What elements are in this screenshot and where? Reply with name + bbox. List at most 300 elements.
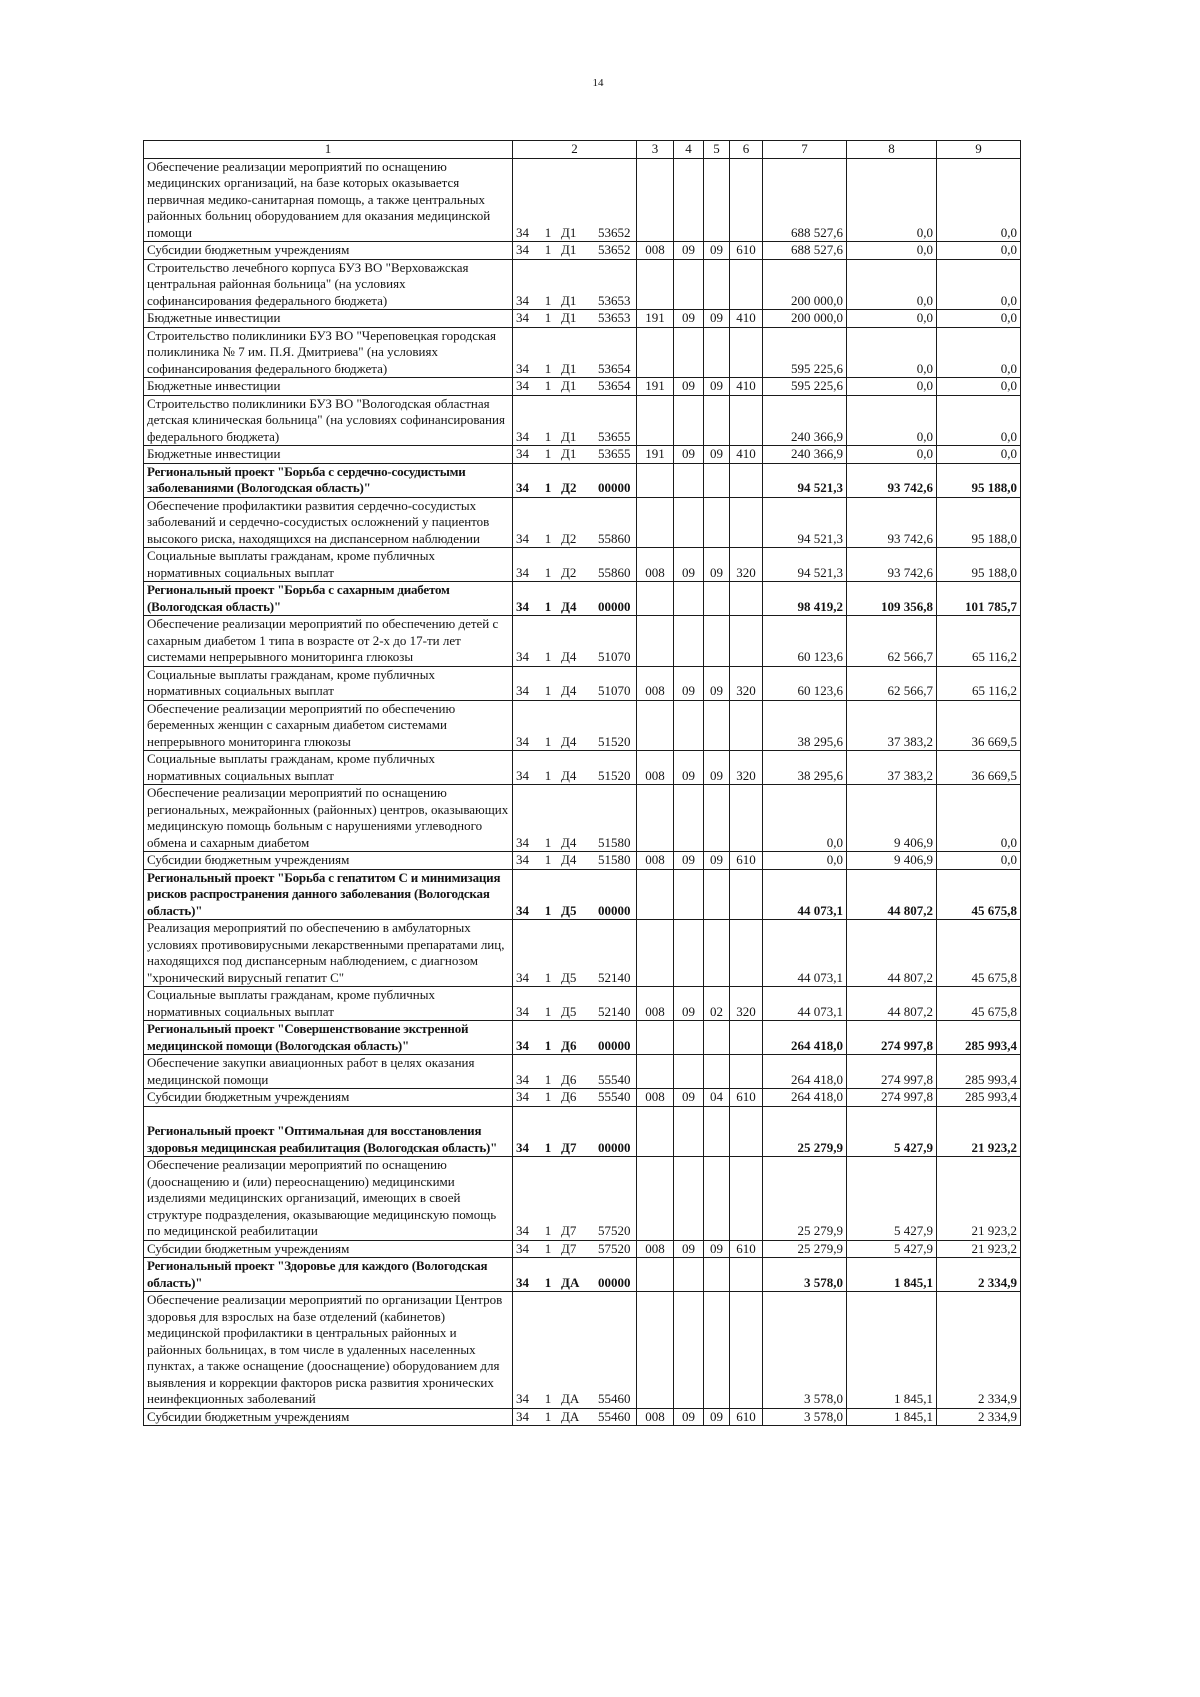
row-code-cell (513, 1157, 637, 1241)
row-code (516, 361, 633, 378)
col9-value-cell: 0,0 (937, 852, 1021, 870)
table-row (144, 1106, 1021, 1157)
code-part: ДА (561, 1391, 580, 1406)
col7-value-cell: 0,0 (763, 852, 847, 870)
col9-value-cell: 45 675,8 (937, 920, 1021, 987)
row-code (516, 565, 633, 582)
code-part: Д1 (561, 292, 577, 308)
col6-cell: 320 (730, 987, 763, 1021)
code-part: 1 (544, 1071, 552, 1087)
col5-cell (704, 327, 730, 378)
col3-cell (637, 869, 674, 920)
col5-cell: 09 (704, 242, 730, 260)
col3-cell (637, 395, 674, 446)
row-code-cell (513, 548, 637, 582)
row-code-cell (513, 582, 637, 616)
col7-value-cell: 0,0 (763, 785, 847, 852)
col6-cell (730, 785, 763, 852)
table-row (144, 751, 1021, 785)
row-code-cell (513, 497, 637, 548)
code-part: 1 (544, 733, 552, 749)
col3-cell (637, 158, 674, 242)
col5-cell (704, 158, 730, 242)
col4-cell (674, 785, 704, 852)
col7-value-cell: 3 578,0 (763, 1258, 847, 1292)
col4-cell (674, 1292, 704, 1409)
code-part: 34 (516, 649, 529, 664)
row-code (516, 734, 633, 751)
col8-value-cell: 0,0 (847, 395, 937, 446)
code-part: 34 (516, 902, 529, 918)
code-part: Д6 (561, 1037, 577, 1053)
row-name-cell: Обеспечение реализации мероприятий по оснащению (дооснащению и (или) переоснащению) медицинскими изделиями медицинских организаций, имеющих в своей структуре подразделения, оказывающие медицинскую помощь по медицинской реабилитации (144, 1157, 513, 1241)
code-part: 1 (544, 598, 552, 614)
code-part: 34 (516, 1003, 529, 1019)
col6-cell (730, 1292, 763, 1409)
col8-value-cell: 274 997,8 (847, 1055, 937, 1089)
col3-cell (637, 497, 674, 548)
table-row (144, 785, 1021, 852)
row-name-cell: Обеспечение реализации мероприятий по организации Центров здоровья для взрослых на базе отделений (кабинетов) медицинской профилактики в центральных районных и районных больницах, в том числе в удаленных населенных пунктах, а также оснащение (дооснащение) оборудованием для выявления и коррекции факторов риска развития хронических неинфекционных заболеваний (144, 1292, 513, 1409)
col9-value-cell: 0,0 (937, 310, 1021, 328)
col3-cell: 008 (637, 666, 674, 700)
col8-value-cell: 93 742,6 (847, 497, 937, 548)
col9-value-cell: 0,0 (937, 785, 1021, 852)
code-part: Д7 (561, 1240, 577, 1256)
row-name-cell: Субсидии бюджетным учреждениям (144, 242, 513, 260)
col8-value-cell: 1 845,1 (847, 1258, 937, 1292)
code-part: Д4 (561, 649, 577, 664)
code-part: 1 (544, 834, 552, 850)
col5-cell (704, 463, 730, 497)
code-part: 1 (544, 360, 552, 376)
row-name-cell: Строительство поликлиники БУЗ ВО "Череповецкая городская поликлиника № 7 им. П.Я. Дмитриева" (на условиях софинансирования федерального бюджета) (144, 327, 513, 378)
code-part: 34 (516, 1139, 529, 1155)
code-part: 1 (544, 530, 552, 546)
col9-value-cell: 285 993,4 (937, 1089, 1021, 1107)
col4-cell (674, 700, 704, 751)
col6-cell: 610 (730, 852, 763, 870)
col7-value-cell: 44 073,1 (763, 987, 847, 1021)
col5-cell: 02 (704, 987, 730, 1021)
col3-cell (637, 259, 674, 310)
code-part: 1 (544, 1139, 552, 1155)
col5-cell (704, 1106, 730, 1157)
code-part: 1 (544, 969, 552, 985)
row-name-cell: Обеспечение реализации мероприятий по оснащению региональных, межрайонных (районных) центров, оказывающих медицинскую помощь больным с нарушениями углеводного обмена и сахарным диабетом (144, 785, 513, 852)
col3-cell (637, 327, 674, 378)
col4-cell: 09 (674, 666, 704, 700)
code-part: 1 (544, 1089, 552, 1104)
col5-cell (704, 259, 730, 310)
col7-value-cell: 60 123,6 (763, 666, 847, 700)
row-code (516, 225, 633, 242)
table-row (144, 548, 1021, 582)
row-name-cell: Региональный проект "Здоровье для каждого (Вологодская область)" (144, 1258, 513, 1292)
code-part: 53653 (598, 292, 631, 308)
row-code (516, 429, 633, 446)
col5-cell (704, 869, 730, 920)
header-row (144, 141, 1021, 159)
col6-cell (730, 395, 763, 446)
col9-value-cell: 21 923,2 (937, 1106, 1021, 1157)
col5-cell: 09 (704, 751, 730, 785)
code-part: 00000 (598, 480, 631, 495)
row-code-cell (513, 310, 637, 328)
col8-value-cell: 44 807,2 (847, 987, 937, 1021)
header-cell-9: 9 (937, 141, 1021, 159)
table-row (144, 869, 1021, 920)
row-code (516, 310, 633, 327)
col9-value-cell: 95 188,0 (937, 463, 1021, 497)
col3-cell: 008 (637, 852, 674, 870)
col9-value-cell: 0,0 (937, 259, 1021, 310)
row-code (516, 768, 633, 785)
code-part: 00000 (598, 598, 631, 614)
code-part: Д7 (561, 1223, 577, 1238)
col6-cell (730, 327, 763, 378)
code-part: 51580 (598, 852, 631, 867)
code-part: 53654 (598, 360, 631, 376)
col3-cell (637, 616, 674, 667)
col3-cell: 008 (637, 751, 674, 785)
col4-cell (674, 1106, 704, 1157)
row-code-cell (513, 1408, 637, 1426)
col8-value-cell: 0,0 (847, 242, 937, 260)
row-name-cell: Социальные выплаты гражданам, кроме публичных нормативных социальных выплат (144, 666, 513, 700)
row-name-cell: Социальные выплаты гражданам, кроме публичных нормативных социальных выплат (144, 751, 513, 785)
row-name-cell: Субсидии бюджетным учреждениям (144, 852, 513, 870)
col5-cell (704, 920, 730, 987)
col9-value-cell: 285 993,4 (937, 1021, 1021, 1055)
row-name-cell: Субсидии бюджетным учреждениям (144, 1240, 513, 1258)
code-part: Д4 (561, 733, 577, 749)
col8-value-cell: 37 383,2 (847, 751, 937, 785)
row-code (516, 446, 633, 463)
code-part: 34 (516, 446, 529, 461)
col7-value-cell: 264 418,0 (763, 1089, 847, 1107)
table-row (144, 582, 1021, 616)
row-code-cell (513, 869, 637, 920)
code-part: 1 (544, 480, 552, 495)
col6-cell: 610 (730, 1089, 763, 1107)
col3-cell (637, 1157, 674, 1241)
col8-value-cell: 5 427,9 (847, 1240, 937, 1258)
code-part: 53652 (598, 224, 631, 240)
code-part: 00000 (598, 1274, 631, 1290)
row-code (516, 1004, 633, 1021)
col8-value-cell: 274 997,8 (847, 1089, 937, 1107)
row-code-cell (513, 446, 637, 464)
table-row (144, 1240, 1021, 1258)
col4-cell (674, 920, 704, 987)
code-part: 1 (544, 242, 552, 257)
table-row (144, 987, 1021, 1021)
col8-value-cell: 1 845,1 (847, 1408, 937, 1426)
col5-cell (704, 616, 730, 667)
col9-value-cell: 0,0 (937, 446, 1021, 464)
col9-value-cell: 2 334,9 (937, 1292, 1021, 1409)
code-part: 34 (516, 1089, 529, 1104)
col4-cell (674, 259, 704, 310)
code-part: Д2 (561, 480, 577, 495)
col8-value-cell: 0,0 (847, 158, 937, 242)
col8-value-cell: 44 807,2 (847, 869, 937, 920)
code-part: 34 (516, 480, 529, 495)
col8-value-cell: 0,0 (847, 327, 937, 378)
code-part: 1 (544, 224, 552, 240)
col7-value-cell: 595 225,6 (763, 327, 847, 378)
col7-value-cell: 200 000,0 (763, 310, 847, 328)
col8-value-cell: 37 383,2 (847, 700, 937, 751)
col3-cell (637, 1258, 674, 1292)
col5-cell (704, 1292, 730, 1409)
code-part: Д1 (561, 378, 577, 393)
col9-value-cell: 95 188,0 (937, 548, 1021, 582)
code-part: 34 (516, 834, 529, 850)
col4-cell: 09 (674, 852, 704, 870)
code-part: 53655 (598, 428, 631, 444)
col6-cell: 320 (730, 666, 763, 700)
col7-value-cell: 38 295,6 (763, 751, 847, 785)
col4-cell: 09 (674, 446, 704, 464)
col6-cell: 320 (730, 751, 763, 785)
code-part: Д5 (561, 902, 577, 918)
code-part: 52140 (598, 1003, 631, 1019)
code-part: 34 (516, 1274, 529, 1290)
code-part: 34 (516, 224, 529, 240)
col4-cell (674, 463, 704, 497)
col5-cell: 09 (704, 548, 730, 582)
row-code-cell (513, 158, 637, 242)
col4-cell: 09 (674, 1240, 704, 1258)
header-cell-5: 5 (704, 141, 730, 159)
row-name-cell: Обеспечение профилактики развития сердечно-сосудистых заболеваний и сердечно-сосудистых осложнений у пациентов высокого риска, находящихся на диспансерном наблюдении (144, 497, 513, 548)
col6-cell: 410 (730, 446, 763, 464)
col4-cell (674, 497, 704, 548)
code-part: 34 (516, 733, 529, 749)
row-name-cell: Региональный проект "Борьба с гепатитом С и минимизация рисков распространения данного заболевания (Вологодская область)" (144, 869, 513, 920)
col4-cell (674, 1258, 704, 1292)
row-name-cell: Бюджетные инвестиции (144, 310, 513, 328)
row-code (516, 378, 633, 395)
header-cell-7: 7 (763, 141, 847, 159)
row-code (516, 1241, 633, 1258)
code-part: 1 (544, 683, 552, 698)
code-part: 34 (516, 530, 529, 546)
header-cell-8: 8 (847, 141, 937, 159)
code-part: 51520 (598, 767, 631, 783)
col9-value-cell: 0,0 (937, 395, 1021, 446)
col9-value-cell: 45 675,8 (937, 987, 1021, 1021)
row-code (516, 1089, 633, 1106)
col9-value-cell: 101 785,7 (937, 582, 1021, 616)
col5-cell: 09 (704, 1240, 730, 1258)
col5-cell (704, 582, 730, 616)
col3-cell: 008 (637, 548, 674, 582)
code-part: Д2 (561, 564, 577, 580)
col7-value-cell: 595 225,6 (763, 378, 847, 396)
code-part: 1 (544, 564, 552, 580)
col9-value-cell: 0,0 (937, 327, 1021, 378)
row-code-cell (513, 1055, 637, 1089)
row-name-cell: Социальные выплаты гражданам, кроме публичных нормативных социальных выплат (144, 548, 513, 582)
col6-cell (730, 497, 763, 548)
code-part: 55860 (598, 564, 631, 580)
row-code (516, 852, 633, 869)
col7-value-cell: 688 527,6 (763, 158, 847, 242)
code-part: Д5 (561, 969, 577, 985)
table-row (144, 497, 1021, 548)
code-part: Д1 (561, 224, 577, 240)
code-part: 34 (516, 1071, 529, 1087)
code-part: Д4 (561, 683, 577, 698)
row-code-cell (513, 700, 637, 751)
col3-cell (637, 1055, 674, 1089)
code-part: 34 (516, 1223, 529, 1238)
row-code-cell (513, 378, 637, 396)
col9-value-cell: 95 188,0 (937, 497, 1021, 548)
code-part: 1 (544, 1223, 552, 1238)
table-row (144, 700, 1021, 751)
code-part: 51580 (598, 834, 631, 850)
col4-cell (674, 327, 704, 378)
row-code-cell (513, 852, 637, 870)
col3-cell (637, 1021, 674, 1055)
row-code (516, 1223, 633, 1240)
table-row (144, 1292, 1021, 1409)
col4-cell (674, 616, 704, 667)
col5-cell: 04 (704, 1089, 730, 1107)
col8-value-cell: 9 406,9 (847, 852, 937, 870)
code-part: 55460 (598, 1391, 631, 1406)
col8-value-cell: 109 356,8 (847, 582, 937, 616)
col6-cell (730, 869, 763, 920)
code-part: 34 (516, 378, 529, 393)
col4-cell: 09 (674, 987, 704, 1021)
col9-value-cell: 0,0 (937, 378, 1021, 396)
row-code-cell (513, 1106, 637, 1157)
row-name-cell: Субсидии бюджетным учреждениям (144, 1408, 513, 1426)
code-part: 53655 (598, 446, 631, 461)
code-part: 53653 (598, 310, 631, 325)
row-code-cell (513, 987, 637, 1021)
table-body (144, 158, 1021, 1426)
col3-cell: 008 (637, 1408, 674, 1426)
table-row (144, 327, 1021, 378)
col4-cell (674, 395, 704, 446)
col5-cell (704, 1055, 730, 1089)
col6-cell (730, 1157, 763, 1241)
col5-cell (704, 497, 730, 548)
header-cell-2: 2 (513, 141, 637, 159)
code-part: 00000 (598, 1037, 631, 1053)
col5-cell: 09 (704, 378, 730, 396)
col3-cell: 191 (637, 310, 674, 328)
col7-value-cell: 94 521,3 (763, 463, 847, 497)
row-code-cell (513, 1021, 637, 1055)
col7-value-cell: 25 279,9 (763, 1106, 847, 1157)
col7-value-cell: 44 073,1 (763, 869, 847, 920)
code-part: Д1 (561, 428, 577, 444)
code-part: 34 (516, 1408, 529, 1424)
code-part: 34 (516, 969, 529, 985)
code-part: Д1 (561, 310, 577, 325)
code-part: 1 (544, 1274, 552, 1290)
col8-value-cell: 5 427,9 (847, 1106, 937, 1157)
page-number: 14 (592, 77, 604, 89)
code-part: 1 (544, 1391, 552, 1406)
row-name-cell: Региональный проект "Борьба с сахарным диабетом (Вологодская область)" (144, 582, 513, 616)
col7-value-cell: 3 578,0 (763, 1292, 847, 1409)
row-code-cell (513, 327, 637, 378)
col7-value-cell: 3 578,0 (763, 1408, 847, 1426)
col4-cell: 09 (674, 751, 704, 785)
code-part: 1 (544, 292, 552, 308)
col4-cell (674, 582, 704, 616)
col6-cell (730, 1055, 763, 1089)
table-row (144, 310, 1021, 328)
col7-value-cell: 94 521,3 (763, 548, 847, 582)
code-part: 34 (516, 428, 529, 444)
code-part: 53652 (598, 242, 631, 257)
row-name-cell: Обеспечение реализации мероприятий по оснащению медицинских организаций, на базе которых оказывается первичная медико-санитарная помощь, а также центральных районных больниц оборудованием для оказания медицинской помощи (144, 158, 513, 242)
row-name-cell: Региональный проект "Совершенствование экстренной медицинской помощи (Вологодская область)" (144, 1021, 513, 1055)
col6-cell (730, 920, 763, 987)
col4-cell (674, 1157, 704, 1241)
col8-value-cell: 9 406,9 (847, 785, 937, 852)
row-code-cell (513, 1089, 637, 1107)
row-name-cell: Обеспечение реализации мероприятий по обеспечению детей с сахарным диабетом 1 типа в возрасте от 2-х до 17-ти лет системами непрерывного мониторинга глюкозы (144, 616, 513, 667)
col6-cell (730, 700, 763, 751)
code-part: 34 (516, 1391, 529, 1406)
code-part: 1 (544, 1408, 552, 1424)
col3-cell (637, 920, 674, 987)
code-part: 53654 (598, 378, 631, 393)
col5-cell: 09 (704, 1408, 730, 1426)
col3-cell: 008 (637, 242, 674, 260)
code-part: 34 (516, 564, 529, 580)
row-code-cell (513, 666, 637, 700)
col5-cell: 09 (704, 666, 730, 700)
row-code (516, 1409, 633, 1426)
row-name-cell: Реализация мероприятий по обеспечению в амбулаторных условиях противовирусными лекарственными препаратами лиц, находящихся под диспансерным наблюдением, с диагнозом "хронический вирусный гепатит С" (144, 920, 513, 987)
code-part: Д4 (561, 598, 577, 614)
col4-cell (674, 869, 704, 920)
row-code (516, 649, 633, 666)
code-part: 1 (544, 310, 552, 325)
row-code-cell (513, 751, 637, 785)
row-code-cell (513, 463, 637, 497)
col5-cell (704, 1157, 730, 1241)
col9-value-cell: 0,0 (937, 158, 1021, 242)
code-part: 34 (516, 310, 529, 325)
code-part: Д1 (561, 242, 577, 257)
col9-value-cell: 45 675,8 (937, 869, 1021, 920)
row-code (516, 683, 633, 700)
col7-value-cell: 60 123,6 (763, 616, 847, 667)
col7-value-cell: 38 295,6 (763, 700, 847, 751)
code-part: Д1 (561, 360, 577, 376)
row-name-cell: Социальные выплаты гражданам, кроме публичных нормативных социальных выплат (144, 987, 513, 1021)
table-row (144, 1021, 1021, 1055)
col6-cell (730, 158, 763, 242)
col7-value-cell: 25 279,9 (763, 1157, 847, 1241)
col9-value-cell: 2 334,9 (937, 1408, 1021, 1426)
col8-value-cell: 1 845,1 (847, 1292, 937, 1409)
row-code (516, 480, 633, 497)
col6-cell (730, 259, 763, 310)
